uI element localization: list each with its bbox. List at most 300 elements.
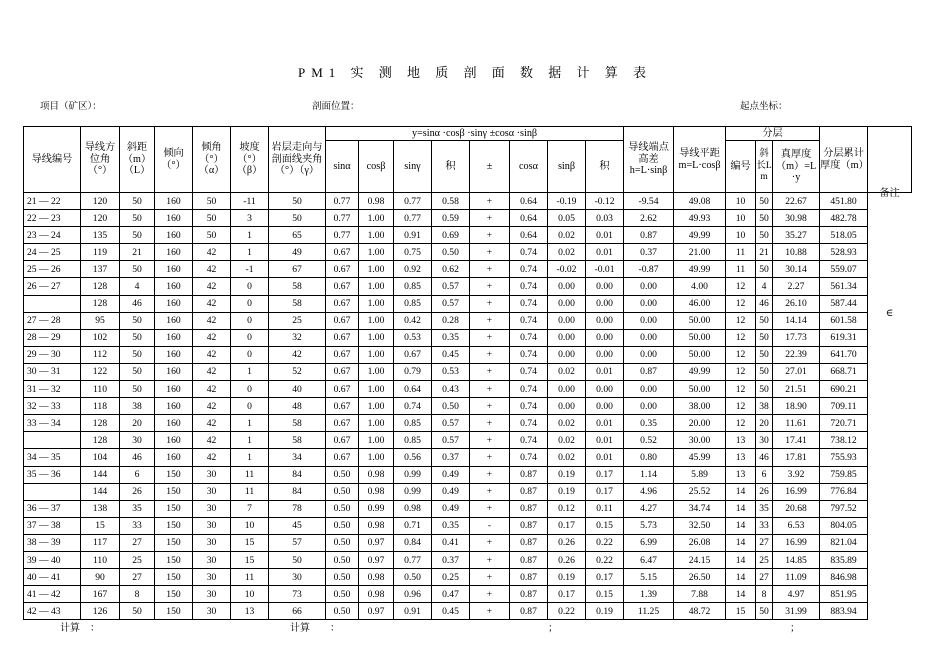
table-cell: 160 [155,346,193,363]
table-cell: 12 [726,381,756,398]
table-cell: + [470,398,510,415]
page-title: PM1 实 测 地 质 剖 面 数 据 计 算 表 [297,65,653,80]
table-cell: 117 [81,534,120,551]
table-cell: 30 [120,432,155,449]
table-cell: + [470,500,510,517]
table-cell: 10 [231,586,269,603]
table-cell: 160 [155,244,193,261]
table-cell: 0.67 [326,278,359,295]
table-cell: 12 [726,346,756,363]
table-cell: 0.15 [586,586,624,603]
table-cell: 0.00 [586,312,624,329]
table-cell: 0.85 [394,432,432,449]
table-cell: 0.98 [359,569,394,586]
table-cell: 30 [193,551,231,568]
table-row [24,295,912,312]
table-cell: 0.87 [510,603,548,620]
table-cell: 0.50 [432,244,470,261]
footer-calc-1: 计算 ： [60,623,100,634]
table-cell: 0.00 [548,295,586,312]
table-cell: 0.87 [510,500,548,517]
table-cell: 1.00 [359,415,394,432]
table-cell: 0.17 [586,483,624,500]
table-cell: 58 [269,278,326,295]
table-cell: 27 [120,534,155,551]
table-cell: 0.97 [359,551,394,568]
table-cell: 35 [756,500,773,517]
table-cell: 30 [193,586,231,603]
table-row [24,534,912,551]
table-cell: 0.22 [548,603,586,620]
table-cell: 1 [231,227,269,244]
header-sin-gamma: sinγ [394,141,432,193]
table-cell: 0.87 [510,466,548,483]
table-cell: 58 [269,415,326,432]
table-cell: 10 [726,210,756,227]
table-cell: 40 — 41 [24,569,81,586]
table-cell: 46.00 [674,295,726,312]
table-row [24,415,912,432]
table-cell: 15 [231,534,269,551]
table-cell: -0.19 [548,193,586,210]
table-cell: 150 [155,466,193,483]
table-cell: 42 [193,449,231,466]
table-cell: 42 [193,415,231,432]
table-cell: 160 [155,398,193,415]
table-cell: 0.50 [326,483,359,500]
table-cell: 2.62 [624,210,674,227]
table-cell: 144 [81,466,120,483]
table-cell: 160 [155,210,193,227]
table-cell: 11 [726,244,756,261]
table-cell: 4.97 [773,586,820,603]
table-cell: 16.99 [773,483,820,500]
table-row [24,363,912,380]
table-cell: 50 [120,210,155,227]
header-cumulative-thickness: 分层累计厚度（m） [820,127,868,193]
table-cell: 0.67 [326,432,359,449]
table-cell: 0.19 [548,569,586,586]
table-cell: 128 [81,432,120,449]
table-cell: 65 [269,227,326,244]
table-cell: 26 — 27 [24,278,81,295]
table-cell: 0.85 [394,415,432,432]
table-cell: 30 [193,517,231,534]
table-cell: 0.98 [359,483,394,500]
table-cell: 42 [193,329,231,346]
table-cell: 13 [726,466,756,483]
table-cell: 42 — 43 [24,603,81,620]
table-cell: 0.99 [359,500,394,517]
table-cell: 0.17 [548,517,586,534]
table-cell: 50 [756,227,773,244]
table-cell: -0.01 [586,261,624,278]
table-cell: + [470,534,510,551]
table-cell: 38 — 39 [24,534,81,551]
table-cell: 50 [756,603,773,620]
table-cell: + [470,210,510,227]
table-cell: 120 [81,210,120,227]
table-cell: 50 [756,261,773,278]
table-cell: 12 [726,415,756,432]
header-dip-angle: 倾角（°）（α） [193,127,231,193]
table-cell: 30 [193,603,231,620]
table-cell: 0.56 [394,449,432,466]
table-cell: 32 — 33 [24,398,81,415]
table-cell: 160 [155,227,193,244]
table-cell: 26.50 [674,569,726,586]
table-cell: 0.67 [326,415,359,432]
table-cell: 0.05 [548,210,586,227]
table-cell: 0.67 [326,398,359,415]
table-cell: 34 — 35 [24,449,81,466]
table-cell: 0.19 [548,466,586,483]
table-cell: 11.09 [773,569,820,586]
table-cell: 50 [120,346,155,363]
table-cell: 0.25 [432,569,470,586]
table-cell: 50.00 [674,346,726,363]
table-cell: 0.26 [548,534,586,551]
table-cell: 0.02 [548,244,586,261]
table-cell: 24.15 [674,551,726,568]
table-cell: -0.87 [624,261,674,278]
table-cell: 150 [155,569,193,586]
table-cell: 759.85 [820,466,868,483]
table-cell: 0.00 [586,346,624,363]
table-cell: 17.73 [773,329,820,346]
table-cell: 50 [120,193,155,210]
table-cell: 0.35 [624,415,674,432]
table-cell: 160 [155,363,193,380]
table-cell: 0 [231,295,269,312]
table-cell: 0.22 [586,551,624,568]
table-cell: 1.00 [359,312,394,329]
footer-calc-2: 计算 ： [290,623,340,634]
table-cell: 4.96 [624,483,674,500]
table-cell: 0.92 [394,261,432,278]
table-cell: 31.99 [773,603,820,620]
table-row [24,312,912,329]
table-cell: 6 [756,466,773,483]
table-cell: 0.74 [510,381,548,398]
table-cell: 30.98 [773,210,820,227]
table-cell: 150 [155,586,193,603]
table-cell: 110 [81,381,120,398]
table-cell: 755.93 [820,449,868,466]
table-cell: 14 [726,517,756,534]
table-cell: 150 [155,500,193,517]
table-cell [24,295,81,312]
table-cell: 50.00 [674,381,726,398]
table-cell: 1.00 [359,449,394,466]
table-cell: 34 [269,449,326,466]
table-cell: + [470,483,510,500]
table-cell: 0.74 [510,329,548,346]
table-cell: 0.01 [586,363,624,380]
table-row [24,517,912,534]
table-cell: 0.67 [326,381,359,398]
table-cell: 50 [756,210,773,227]
header-layer-length: 斜长L m [756,141,773,193]
table-cell: 21 — 22 [24,193,81,210]
table-cell: 50 [120,261,155,278]
table-cell: 50 [120,381,155,398]
table-cell: 5.73 [624,517,674,534]
table-cell: 0.01 [586,227,624,244]
table-cell: 0.00 [624,312,674,329]
footer-separator-1: ； [548,623,558,634]
table-cell: 518.05 [820,227,868,244]
table-cell: 160 [155,193,193,210]
table-cell: 32.50 [674,517,726,534]
table-cell: 709.11 [820,398,868,415]
table-cell: 50.00 [674,329,726,346]
table-cell: 0.00 [548,381,586,398]
table-cell [24,432,81,449]
table-cell: 0.57 [432,432,470,449]
table-cell: 0.49 [432,483,470,500]
table-cell: 48 [269,398,326,415]
table-cell: 135 [81,227,120,244]
table-cell: 14 [726,500,756,517]
table-cell: 150 [155,534,193,551]
table-cell: 35 — 36 [24,466,81,483]
table-cell: 690.21 [820,381,868,398]
table-cell: 30.14 [773,261,820,278]
table-row [24,227,912,244]
table-cell: 0.37 [624,244,674,261]
table-cell: 0.74 [510,261,548,278]
table-cell: 27 [120,569,155,586]
table-cell: 0.67 [326,261,359,278]
table-cell: 50 [756,193,773,210]
table-row [24,500,912,517]
table-cell: 0 [231,312,269,329]
table-cell: 30 — 31 [24,363,81,380]
table-cell: 11 [726,261,756,278]
table-cell: 16.99 [773,534,820,551]
table-cell: 160 [155,312,193,329]
table-cell: 110 [81,551,120,568]
table-cell: 0.35 [432,329,470,346]
table-cell: 84 [269,483,326,500]
table-cell: 7.88 [674,586,726,603]
table-cell: 0.00 [586,398,624,415]
table-cell: 42 [193,346,231,363]
table-cell: 42 [193,432,231,449]
table-cell: 0.99 [394,466,432,483]
table-cell: 8 [756,586,773,603]
table-cell: 0.50 [326,466,359,483]
remark-column [868,127,912,319]
table-cell: 0.67 [326,312,359,329]
table-cell: 0.84 [394,534,432,551]
table-cell: 50 [193,193,231,210]
table-cell: 120 [81,193,120,210]
table-cell: 144 [81,483,120,500]
table-cell: 42 [193,295,231,312]
table-cell: 38 [120,398,155,415]
table-cell: 15 [726,603,756,620]
table-cell: 0.00 [548,398,586,415]
table-cell: 0.87 [624,363,674,380]
table-cell: 46 [120,449,155,466]
table-cell: 33 [756,517,773,534]
table-cell: 0.01 [586,244,624,261]
header-product-1: 积 [432,141,470,193]
table-cell: 112 [81,346,120,363]
table-cell: 49.08 [674,193,726,210]
table-cell: 0.00 [624,278,674,295]
table-cell: 25.52 [674,483,726,500]
table-cell: 0.64 [510,210,548,227]
table-cell: 4.00 [674,278,726,295]
table-row [24,278,912,295]
start-coordinate-label: 起点坐标： [740,102,788,112]
table-cell: 0.74 [510,244,548,261]
table-cell: 21.00 [674,244,726,261]
table-cell: 0.42 [394,312,432,329]
table-cell: 0.50 [326,569,359,586]
table-cell: 10 [231,517,269,534]
table-cell: 39 — 40 [24,551,81,568]
table-cell: 451.80 [820,193,868,210]
table-cell: 160 [155,329,193,346]
table-cell: + [470,569,510,586]
table-cell: 0.00 [624,329,674,346]
table-cell: 0.02 [548,449,586,466]
table-cell: 17.81 [773,449,820,466]
table-cell: 32 [269,329,326,346]
table-cell: 126 [81,603,120,620]
table-cell: 846.98 [820,569,868,586]
table-cell: 0.98 [359,193,394,210]
table-cell: 0.98 [359,517,394,534]
table-cell: 0.50 [326,586,359,603]
table-cell: 42 [193,312,231,329]
table-cell: + [470,193,510,210]
table-cell: 7 [231,500,269,517]
table-cell: 160 [155,278,193,295]
table-cell: 0.74 [510,415,548,432]
table-cell: 67 [269,261,326,278]
table-cell: 797.52 [820,500,868,517]
table-cell: 45.99 [674,449,726,466]
table-cell: 20 [120,415,155,432]
header-gamma: 岩层走向与剖面线夹角（°）（γ） [269,127,326,193]
table-row [24,398,912,415]
table-cell: 20.68 [773,500,820,517]
table-cell: + [470,227,510,244]
section-position-label: 剖面位置： [312,102,360,112]
table-cell: 57 [269,534,326,551]
header-pair: 导线编号 [24,127,81,193]
table-cell: 58 [269,432,326,449]
table-cell: 0.91 [394,227,432,244]
table-cell: 27 [756,534,773,551]
table-cell: 0.77 [394,551,432,568]
table-cell: 150 [155,551,193,568]
table-cell: 4.27 [624,500,674,517]
table-cell: 25 [269,312,326,329]
table-cell: 50 [269,551,326,568]
table-cell: 0.74 [510,312,548,329]
table-cell: 0.74 [394,398,432,415]
table-cell: 0.71 [394,517,432,534]
table-cell: 1.00 [359,346,394,363]
table-cell: 0.00 [586,295,624,312]
table-cell: 42 [193,278,231,295]
table-cell: 11 [231,466,269,483]
table-cell: 35.27 [773,227,820,244]
table-cell: + [470,278,510,295]
table-cell: 0.57 [432,278,470,295]
table-cell: 0.85 [394,295,432,312]
table-cell: 0.67 [326,363,359,380]
table-cell: 561.34 [820,278,868,295]
table-cell: + [470,551,510,568]
table-cell: 0.87 [510,483,548,500]
table-cell: 11.61 [773,415,820,432]
table-cell: 0.50 [326,551,359,568]
table-cell: 0 [231,381,269,398]
table-cell: 14 [726,569,756,586]
table-cell: 0.00 [548,278,586,295]
table-cell: 0.87 [510,517,548,534]
table-cell: 50 [120,363,155,380]
table-cell: + [470,312,510,329]
table-cell: 851.95 [820,586,868,603]
table-cell: + [470,363,510,380]
table-row [24,603,912,620]
table-cell: 6.99 [624,534,674,551]
table-row [24,346,912,363]
calculation-table [23,126,912,620]
table-cell: 0.52 [624,432,674,449]
table-cell: + [470,449,510,466]
table-cell: 78 [269,500,326,517]
table-cell: 18.90 [773,398,820,415]
table-cell: 12 [726,398,756,415]
table-row [24,210,912,227]
table-cell: 0.74 [510,363,548,380]
table-cell: 0.62 [432,261,470,278]
table-cell: 0.17 [586,466,624,483]
table-cell: 1.00 [359,381,394,398]
table-cell: 0.74 [510,346,548,363]
table-cell: 1.00 [359,244,394,261]
table-cell: + [470,415,510,432]
table-cell: 0.64 [510,193,548,210]
table-cell: 20.00 [674,415,726,432]
table-cell: 0.12 [548,500,586,517]
table-cell: 0.57 [432,295,470,312]
header-grade: 坡度（°）（β） [231,127,269,193]
table-cell: 50.00 [674,312,726,329]
table-cell: 1.00 [359,329,394,346]
table-cell: 0.74 [510,295,548,312]
table-cell: 37 — 38 [24,517,81,534]
table-cell: 5.89 [674,466,726,483]
table-row [24,569,912,586]
table-cell: 50 [120,329,155,346]
table-cell: 27 — 28 [24,312,81,329]
table-cell: 0.00 [624,398,674,415]
table-cell: 36 — 37 [24,500,81,517]
table-cell: 138 [81,500,120,517]
footer-separator-2: ； [790,623,800,634]
table-cell: 28 — 29 [24,329,81,346]
